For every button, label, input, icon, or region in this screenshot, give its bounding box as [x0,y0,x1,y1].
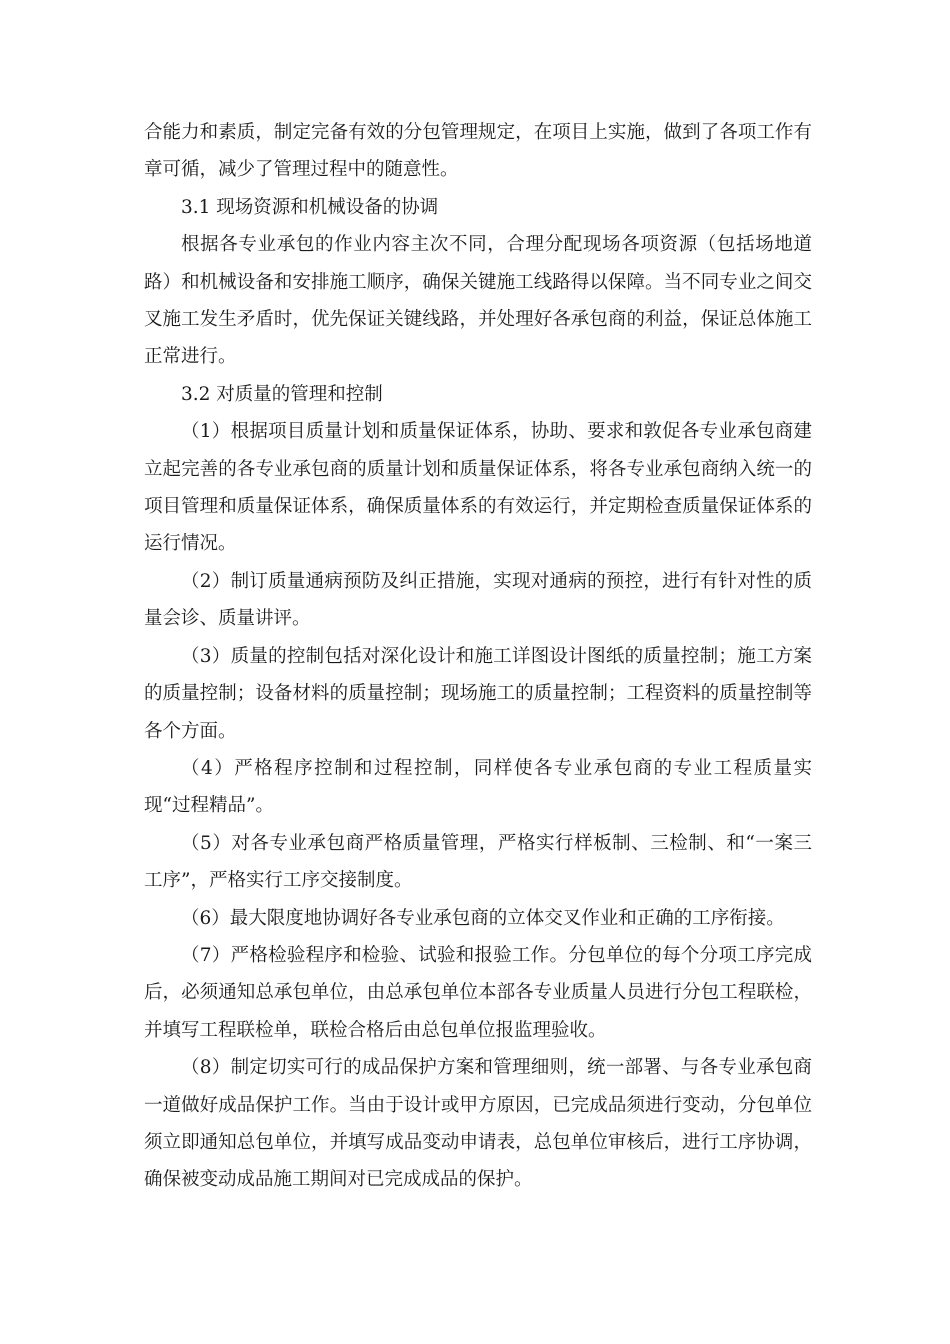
paragraph-continuation: 合能力和素质，制定完备有效的分包管理规定，在项目上实施，做到了各项工作有章可循，减少了管理过程中的随意性。 [144,122,812,181]
list-item-8: （8）制定切实可行的成品保护方案和管理细则，统一部署、与各专业承包商一道做好成品保护工作。当由于设计或甲方原因，已完成品须进行变动，分包单位须立即通知总包单位，并填写成品变动申请表，总包单位审核后，进行工序协调，确保被变动成品施工期间对已完成成品的保护。 [144,1057,812,1191]
paragraph-resource-coordination: 根据各专业承包的作业内容主次不同，合理分配现场各项资源（包括场地道路）和机械设备和安排施工顺序，确保关键施工线路得以保障。当不同专业之间交叉施工发生矛盾时，优先保证关键线路，并处理好各承包商的利益，保证总体施工正常进行。 [144,234,812,368]
list-item-1: （1）根据项目质量计划和质量保证体系，协助、要求和敦促各专业承包商建立起完善的各专业承包商的质量计划和质量保证体系，将各专业承包商纳入统一的项目管理和质量保证体系，确保质量体系的有效运行，并定期检查质量保证体系的运行情况。 [144,421,812,555]
section-heading-3-1: 3.1 现场资源和机械设备的协调 [181,196,439,218]
document-body [144,114,812,1199]
list-item-4: （4）严格程序控制和过程控制，同样使各专业承包商的专业工程质量实现“过程精品”。 [144,757,812,817]
list-item-2: （2）制订质量通病预防及纠正措施，实现对通病的预控，进行有针对性的质量会诊、质量讲评。 [144,570,812,630]
list-item-7: （7）严格检验程序和检验、试验和报验工作。分包单位的每个分项工序完成后，必须通知总承包单位，由总承包单位本部各专业质量人员进行分包工程联检，并填写工程联检单，联检合格后由总包单位报监理验收。 [144,944,812,1041]
list-item-3: （3）质量的控制包括对深化设计和施工详图设计图纸的质量控制；施工方案的质量控制；设备材料的质量控制；现场施工的质量控制；工程资料的质量控制等各个方面。 [144,645,812,742]
list-item-6: （6）最大限度地协调好各专业承包商的立体交叉作业和正确的工序衔接。 [181,907,785,929]
list-item-5: （5）对各专业承包商严格质量管理，严格实行样板制、三检制、和“一案三工序”，严格实行工序交接制度。 [144,832,812,892]
section-heading-3-2: 3.2 对质量的管理和控制 [181,383,383,405]
